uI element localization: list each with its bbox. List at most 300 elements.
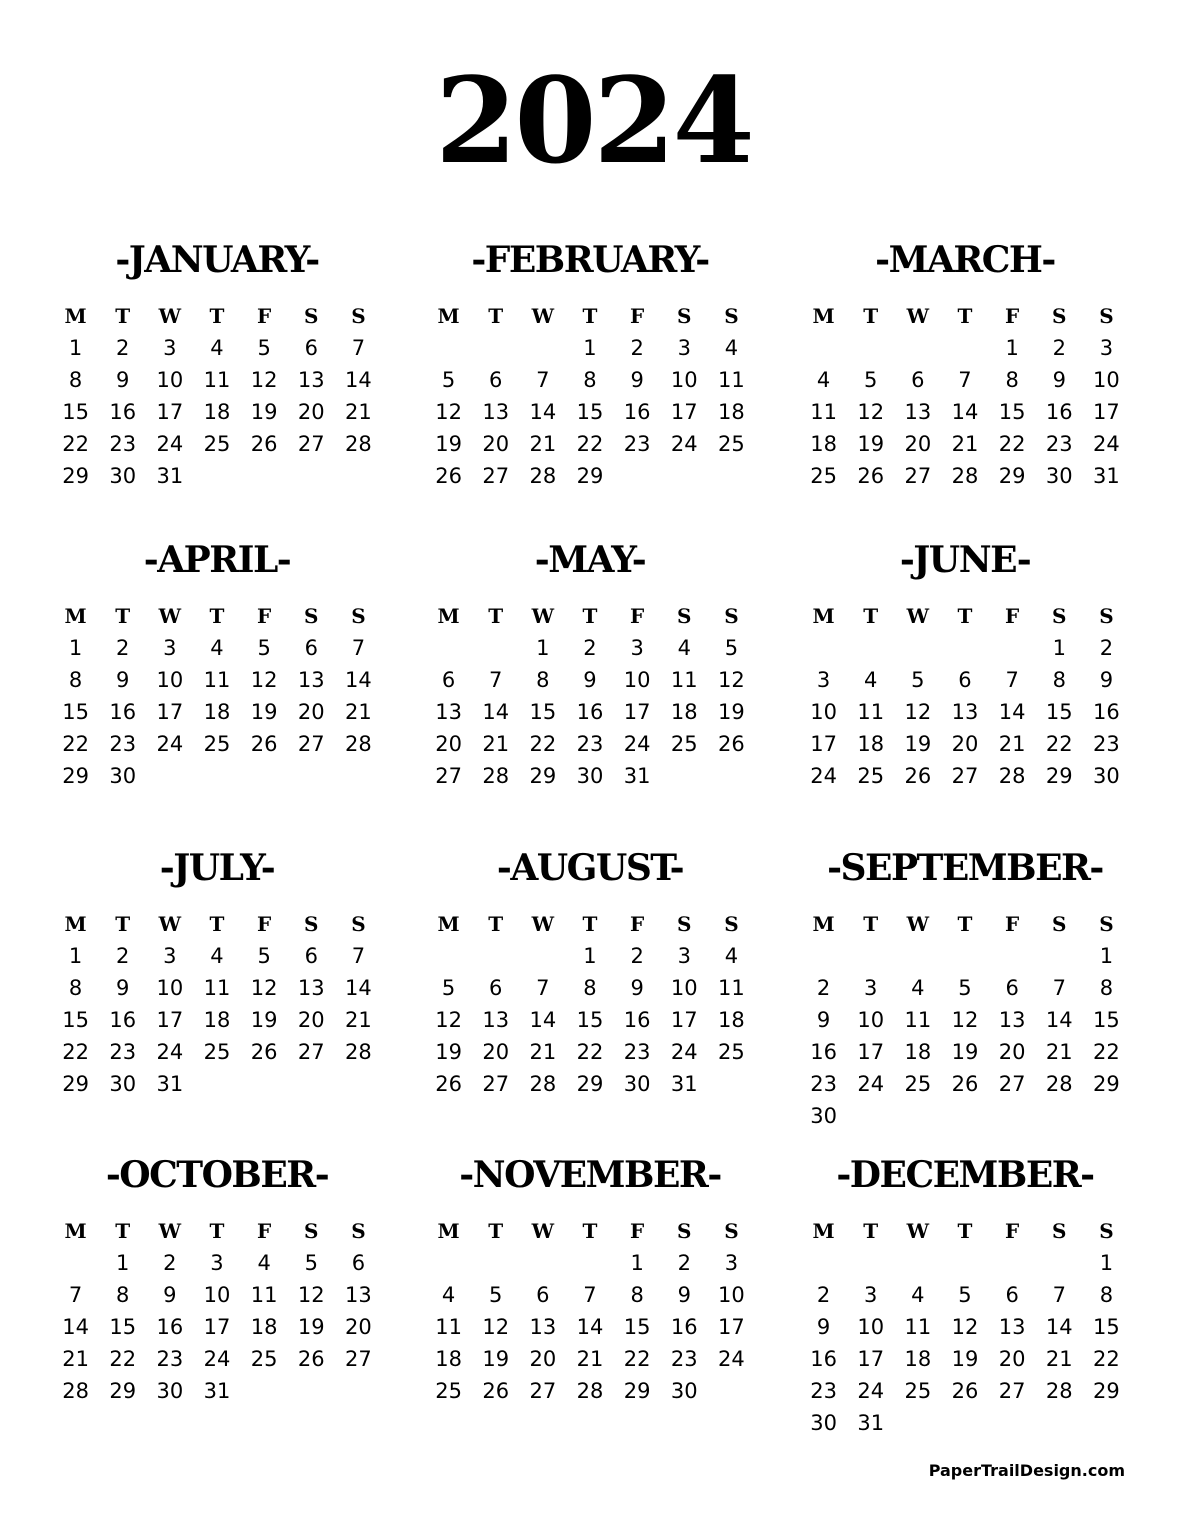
weekday-label: W bbox=[906, 604, 930, 628]
day-cell: 29 bbox=[998, 464, 1026, 488]
day-cell: 14 bbox=[576, 1315, 604, 1339]
day-cell: 9 bbox=[583, 668, 597, 692]
day-cell: 28 bbox=[1045, 1379, 1073, 1403]
week-row bbox=[52, 1068, 382, 1100]
day-cell: 24 bbox=[156, 432, 184, 456]
day-cell: 29 bbox=[529, 764, 557, 788]
day-cell: 26 bbox=[718, 732, 745, 756]
day-cell: 26 bbox=[250, 432, 278, 456]
weekday-label: T bbox=[863, 604, 879, 628]
month-title: -DECEMBER- bbox=[836, 1154, 1094, 1196]
weekday-label: T bbox=[582, 604, 598, 628]
day-cell: 1 bbox=[1005, 336, 1019, 360]
day-cell: 5 bbox=[958, 976, 972, 1000]
day-cell: 31 bbox=[1093, 464, 1120, 488]
day-cell: 6 bbox=[489, 976, 503, 1000]
day-cell: 4 bbox=[210, 336, 224, 360]
weekday-header-row bbox=[800, 600, 1130, 632]
week-row bbox=[800, 428, 1130, 460]
day-cell: 3 bbox=[864, 1283, 878, 1307]
month-title: -JUNE- bbox=[899, 539, 1031, 581]
day-cell: 15 bbox=[529, 700, 557, 724]
day-cell: 13 bbox=[998, 1315, 1026, 1339]
day-cell: 8 bbox=[68, 976, 83, 1000]
day-cell: 21 bbox=[345, 400, 372, 424]
day-cell: 18 bbox=[250, 1315, 278, 1339]
day-cell: 14 bbox=[62, 1315, 89, 1339]
week-row bbox=[52, 972, 382, 1004]
week-row bbox=[800, 1279, 1130, 1311]
day-cell: 19 bbox=[250, 400, 278, 424]
day-cell: 26 bbox=[857, 464, 885, 488]
day-cell: 24 bbox=[203, 1347, 231, 1371]
day-cell: 4 bbox=[257, 1251, 271, 1275]
day-cell: 7 bbox=[536, 976, 550, 1000]
weekday-label: F bbox=[257, 304, 272, 328]
day-cell: 12 bbox=[297, 1283, 325, 1307]
day-cell: 2 bbox=[116, 944, 130, 968]
day-cell: 17 bbox=[623, 700, 651, 724]
day-cell: 30 bbox=[1045, 464, 1073, 488]
day-cell: 12 bbox=[951, 1315, 979, 1339]
month-title: -AUGUST- bbox=[496, 847, 684, 889]
day-cell: 18 bbox=[857, 732, 885, 756]
day-cell: 28 bbox=[576, 1379, 604, 1403]
day-cell: 3 bbox=[163, 944, 177, 968]
day-cell: 20 bbox=[482, 432, 510, 456]
day-cell: 20 bbox=[435, 732, 462, 756]
weekday-label: T bbox=[957, 304, 973, 328]
week-row bbox=[800, 332, 1130, 364]
week-row bbox=[800, 1068, 1130, 1100]
day-cell: 20 bbox=[482, 1040, 510, 1064]
day-cell: 9 bbox=[816, 1008, 831, 1032]
day-cell: 18 bbox=[203, 400, 231, 424]
day-cell: 27 bbox=[529, 1379, 557, 1403]
weekday-header-row bbox=[425, 908, 755, 940]
day-cell: 20 bbox=[297, 1008, 325, 1032]
week-row bbox=[52, 1247, 382, 1279]
day-cell: 20 bbox=[998, 1347, 1026, 1371]
day-cell: 29 bbox=[62, 464, 89, 488]
weekday-label: S bbox=[1099, 304, 1114, 328]
day-cell: 16 bbox=[623, 400, 651, 424]
weekday-label: S bbox=[677, 912, 692, 936]
day-cell: 1 bbox=[1099, 944, 1114, 968]
month-title: -JANUARY- bbox=[115, 239, 319, 281]
day-cell: 20 bbox=[529, 1347, 557, 1371]
day-cell: 13 bbox=[482, 400, 510, 424]
month-calendar bbox=[425, 848, 755, 1100]
day-cell: 9 bbox=[816, 1315, 831, 1339]
weekday-label: S bbox=[351, 1219, 366, 1243]
day-cell: 26 bbox=[250, 1040, 278, 1064]
week-row bbox=[425, 1247, 755, 1279]
day-cell: 27 bbox=[904, 464, 932, 488]
day-cell: 16 bbox=[109, 700, 137, 724]
day-cell: 17 bbox=[670, 1008, 698, 1032]
weekday-label: T bbox=[863, 1219, 879, 1243]
week-row bbox=[52, 1036, 382, 1068]
week-row bbox=[800, 696, 1130, 728]
day-cell: 17 bbox=[670, 400, 698, 424]
day-cell: 18 bbox=[904, 1347, 932, 1371]
week-row bbox=[425, 428, 755, 460]
day-cell: 3 bbox=[163, 336, 177, 360]
day-cell: 26 bbox=[951, 1072, 979, 1096]
week-row bbox=[800, 1247, 1130, 1279]
month-title: -OCTOBER- bbox=[105, 1154, 329, 1196]
day-cell: 17 bbox=[857, 1347, 885, 1371]
day-cell: 9 bbox=[116, 976, 130, 1000]
day-cell: 2 bbox=[116, 636, 130, 660]
weekday-label: S bbox=[677, 1219, 692, 1243]
day-cell: 21 bbox=[482, 732, 510, 756]
day-cell: 27 bbox=[482, 464, 510, 488]
day-cell: 26 bbox=[435, 1072, 462, 1096]
day-cell: 15 bbox=[576, 400, 604, 424]
day-cell: 4 bbox=[724, 944, 739, 968]
week-row bbox=[52, 1375, 382, 1407]
day-cell: 20 bbox=[904, 432, 932, 456]
day-cell: 4 bbox=[210, 944, 224, 968]
day-cell: 14 bbox=[345, 668, 372, 692]
day-cell: 10 bbox=[857, 1008, 885, 1032]
day-cell: 23 bbox=[1045, 432, 1073, 456]
day-cell: 27 bbox=[998, 1379, 1026, 1403]
day-cell: 30 bbox=[623, 1072, 651, 1096]
weekday-label: T bbox=[488, 604, 504, 628]
day-cell: 6 bbox=[1005, 976, 1019, 1000]
day-cell: 13 bbox=[529, 1315, 557, 1339]
weekday-label: T bbox=[209, 304, 225, 328]
month-title: -APRIL- bbox=[143, 539, 291, 581]
day-cell: 4 bbox=[911, 976, 925, 1000]
day-cell: 28 bbox=[529, 464, 557, 488]
day-cell: 25 bbox=[904, 1379, 932, 1403]
weekday-header-row bbox=[425, 300, 755, 332]
day-cell: 25 bbox=[718, 1040, 745, 1064]
day-cell: 19 bbox=[435, 432, 462, 456]
day-cell: 25 bbox=[203, 432, 231, 456]
day-cell: 11 bbox=[203, 668, 231, 692]
day-cell: 3 bbox=[724, 1251, 739, 1275]
day-cell: 26 bbox=[904, 764, 932, 788]
weekday-header-row bbox=[800, 300, 1130, 332]
day-cell: 9 bbox=[1099, 668, 1114, 692]
weekday-label: S bbox=[1099, 604, 1114, 628]
day-cell: 27 bbox=[951, 764, 979, 788]
day-cell: 28 bbox=[951, 464, 979, 488]
day-cell: 16 bbox=[156, 1315, 184, 1339]
day-cell: 24 bbox=[623, 732, 651, 756]
weekday-label: M bbox=[64, 912, 87, 936]
day-cell: 25 bbox=[435, 1379, 462, 1403]
day-cell: 30 bbox=[810, 1104, 837, 1128]
month-calendar bbox=[52, 1155, 382, 1407]
day-cell: 23 bbox=[810, 1379, 837, 1403]
week-row bbox=[52, 396, 382, 428]
month-calendar bbox=[425, 540, 755, 792]
day-cell: 11 bbox=[718, 976, 745, 1000]
week-row bbox=[52, 664, 382, 696]
day-cell: 4 bbox=[816, 368, 831, 392]
day-cell: 9 bbox=[1052, 368, 1066, 392]
day-cell: 3 bbox=[1099, 336, 1114, 360]
day-cell: 25 bbox=[857, 764, 885, 788]
day-cell: 22 bbox=[62, 1040, 89, 1064]
day-cell: 15 bbox=[62, 700, 89, 724]
week-row bbox=[800, 1036, 1130, 1068]
day-cell: 27 bbox=[435, 764, 462, 788]
week-row bbox=[800, 364, 1130, 396]
weekday-label: S bbox=[1052, 1219, 1067, 1243]
weekday-label: F bbox=[257, 604, 272, 628]
day-cell: 25 bbox=[250, 1347, 278, 1371]
day-cell: 2 bbox=[816, 1283, 831, 1307]
day-cell: 16 bbox=[670, 1315, 698, 1339]
weekday-label: S bbox=[724, 304, 739, 328]
day-cell: 14 bbox=[345, 976, 372, 1000]
day-cell: 5 bbox=[958, 1283, 972, 1307]
weekday-label: T bbox=[582, 304, 598, 328]
day-cell: 2 bbox=[583, 636, 597, 660]
day-cell: 17 bbox=[156, 400, 184, 424]
day-cell: 18 bbox=[718, 400, 745, 424]
week-row bbox=[425, 1068, 755, 1100]
day-cell: 17 bbox=[1093, 400, 1120, 424]
weekday-label: T bbox=[488, 1219, 504, 1243]
weekday-label: M bbox=[437, 604, 460, 628]
day-cell: 16 bbox=[109, 400, 137, 424]
day-cell: 7 bbox=[351, 944, 366, 968]
day-cell: 24 bbox=[670, 432, 698, 456]
day-cell: 1 bbox=[1052, 636, 1066, 660]
weekday-label: S bbox=[724, 1219, 739, 1243]
weekday-label: T bbox=[115, 1219, 131, 1243]
week-row bbox=[800, 940, 1130, 972]
day-cell: 1 bbox=[68, 336, 83, 360]
day-cell: 18 bbox=[435, 1347, 462, 1371]
week-row bbox=[800, 1375, 1130, 1407]
weekday-label: F bbox=[630, 1219, 645, 1243]
day-cell: 5 bbox=[441, 368, 456, 392]
day-cell: 27 bbox=[345, 1347, 372, 1371]
day-cell: 15 bbox=[1093, 1008, 1120, 1032]
weekday-label: T bbox=[957, 912, 973, 936]
week-row bbox=[800, 760, 1130, 792]
day-cell: 8 bbox=[68, 368, 83, 392]
day-cell: 22 bbox=[1093, 1040, 1120, 1064]
week-row bbox=[425, 1004, 755, 1036]
day-cell: 22 bbox=[62, 732, 89, 756]
weekday-label: F bbox=[257, 1219, 272, 1243]
week-row bbox=[52, 632, 382, 664]
day-cell: 11 bbox=[250, 1283, 278, 1307]
day-cell: 15 bbox=[1093, 1315, 1120, 1339]
weekday-label: S bbox=[677, 304, 692, 328]
weekday-label: S bbox=[351, 912, 366, 936]
day-cell: 4 bbox=[677, 636, 691, 660]
day-cell: 10 bbox=[623, 668, 651, 692]
weekday-label: W bbox=[158, 304, 182, 328]
week-row bbox=[425, 1279, 755, 1311]
weekday-label: S bbox=[304, 912, 319, 936]
day-cell: 18 bbox=[203, 1008, 231, 1032]
day-cell: 14 bbox=[529, 1008, 557, 1032]
day-cell: 11 bbox=[718, 368, 745, 392]
day-cell: 21 bbox=[529, 1040, 557, 1064]
weekday-label: T bbox=[863, 912, 879, 936]
day-cell: 22 bbox=[998, 432, 1026, 456]
day-cell: 27 bbox=[482, 1072, 510, 1096]
day-cell: 2 bbox=[116, 336, 130, 360]
week-row bbox=[800, 1407, 1130, 1439]
day-cell: 26 bbox=[297, 1347, 325, 1371]
day-cell: 2 bbox=[677, 1251, 691, 1275]
weekday-header-row bbox=[425, 600, 755, 632]
day-cell: 13 bbox=[998, 1008, 1026, 1032]
week-row bbox=[425, 664, 755, 696]
day-cell: 20 bbox=[951, 732, 979, 756]
day-cell: 26 bbox=[250, 732, 278, 756]
day-cell: 5 bbox=[257, 336, 271, 360]
week-row bbox=[52, 1279, 382, 1311]
day-cell: 16 bbox=[810, 1347, 837, 1371]
day-cell: 11 bbox=[435, 1315, 462, 1339]
day-cell: 29 bbox=[1093, 1379, 1120, 1403]
day-cell: 21 bbox=[529, 432, 557, 456]
day-cell: 29 bbox=[576, 1072, 604, 1096]
weekday-label: M bbox=[64, 1219, 87, 1243]
day-cell: 13 bbox=[482, 1008, 510, 1032]
day-cell: 13 bbox=[435, 700, 462, 724]
day-cell: 12 bbox=[718, 668, 745, 692]
day-cell: 9 bbox=[630, 368, 644, 392]
weekday-label: S bbox=[1099, 912, 1114, 936]
day-cell: 23 bbox=[109, 432, 137, 456]
day-cell: 23 bbox=[623, 1040, 651, 1064]
weekday-label: S bbox=[351, 604, 366, 628]
day-cell: 6 bbox=[489, 368, 503, 392]
day-cell: 12 bbox=[435, 400, 462, 424]
day-cell: 15 bbox=[998, 400, 1026, 424]
week-row bbox=[425, 332, 755, 364]
day-cell: 19 bbox=[951, 1040, 979, 1064]
weekday-label: M bbox=[437, 1219, 460, 1243]
day-cell: 26 bbox=[951, 1379, 979, 1403]
day-cell: 9 bbox=[163, 1283, 177, 1307]
day-cell: 10 bbox=[156, 976, 184, 1000]
day-cell: 20 bbox=[297, 400, 325, 424]
day-cell: 8 bbox=[116, 1283, 130, 1307]
day-cell: 10 bbox=[156, 668, 184, 692]
day-cell: 31 bbox=[203, 1379, 231, 1403]
day-cell: 31 bbox=[156, 464, 184, 488]
day-cell: 21 bbox=[998, 732, 1026, 756]
day-cell: 29 bbox=[62, 764, 89, 788]
day-cell: 9 bbox=[630, 976, 644, 1000]
day-cell: 25 bbox=[670, 732, 698, 756]
day-cell: 31 bbox=[156, 1072, 184, 1096]
day-cell: 1 bbox=[536, 636, 550, 660]
day-cell: 17 bbox=[156, 1008, 184, 1032]
day-cell: 14 bbox=[1045, 1315, 1073, 1339]
weekday-label: S bbox=[1052, 912, 1067, 936]
day-cell: 6 bbox=[304, 944, 318, 968]
day-cell: 14 bbox=[951, 400, 979, 424]
week-row bbox=[800, 664, 1130, 696]
week-row bbox=[800, 972, 1130, 1004]
day-cell: 2 bbox=[630, 336, 644, 360]
weekday-label: M bbox=[64, 604, 87, 628]
day-cell: 21 bbox=[1045, 1347, 1073, 1371]
day-cell: 28 bbox=[1045, 1072, 1073, 1096]
day-cell: 2 bbox=[630, 944, 644, 968]
day-cell: 9 bbox=[677, 1283, 691, 1307]
day-cell: 19 bbox=[857, 432, 885, 456]
day-cell: 13 bbox=[297, 368, 325, 392]
day-cell: 25 bbox=[904, 1072, 932, 1096]
week-row bbox=[800, 632, 1130, 664]
day-cell: 26 bbox=[435, 464, 462, 488]
month-calendar bbox=[425, 240, 755, 492]
day-cell: 2 bbox=[1099, 636, 1114, 660]
day-cell: 30 bbox=[156, 1379, 184, 1403]
day-cell: 3 bbox=[163, 636, 177, 660]
weekday-label: F bbox=[630, 912, 645, 936]
day-cell: 3 bbox=[677, 336, 691, 360]
day-cell: 5 bbox=[257, 636, 271, 660]
weekday-label: M bbox=[64, 304, 87, 328]
day-cell: 21 bbox=[1045, 1040, 1073, 1064]
weekday-label: F bbox=[630, 604, 645, 628]
day-cell: 6 bbox=[441, 668, 456, 692]
day-cell: 8 bbox=[68, 668, 83, 692]
weekday-label: W bbox=[906, 304, 930, 328]
day-cell: 31 bbox=[670, 1072, 698, 1096]
weekday-label: W bbox=[906, 912, 930, 936]
day-cell: 25 bbox=[203, 1040, 231, 1064]
weekday-label: W bbox=[531, 304, 555, 328]
day-cell: 15 bbox=[62, 400, 89, 424]
week-row bbox=[425, 760, 755, 792]
day-cell: 17 bbox=[203, 1315, 231, 1339]
day-cell: 5 bbox=[489, 1283, 503, 1307]
month-calendar bbox=[52, 540, 382, 792]
week-row bbox=[52, 428, 382, 460]
day-cell: 12 bbox=[250, 668, 278, 692]
day-cell: 28 bbox=[529, 1072, 557, 1096]
weekday-label: F bbox=[630, 304, 645, 328]
day-cell: 10 bbox=[670, 976, 698, 1000]
month-title: -NOVEMBER- bbox=[459, 1154, 721, 1196]
day-cell: 17 bbox=[156, 700, 184, 724]
day-cell: 22 bbox=[576, 1040, 604, 1064]
week-row bbox=[800, 1311, 1130, 1343]
day-cell: 7 bbox=[1005, 668, 1019, 692]
week-row bbox=[52, 696, 382, 728]
week-row bbox=[800, 460, 1130, 492]
day-cell: 25 bbox=[810, 464, 837, 488]
weekday-label: M bbox=[812, 1219, 835, 1243]
day-cell: 8 bbox=[1099, 1283, 1114, 1307]
week-row bbox=[425, 728, 755, 760]
weekday-label: T bbox=[957, 604, 973, 628]
day-cell: 22 bbox=[109, 1347, 137, 1371]
day-cell: 6 bbox=[911, 368, 925, 392]
day-cell: 8 bbox=[630, 1283, 644, 1307]
